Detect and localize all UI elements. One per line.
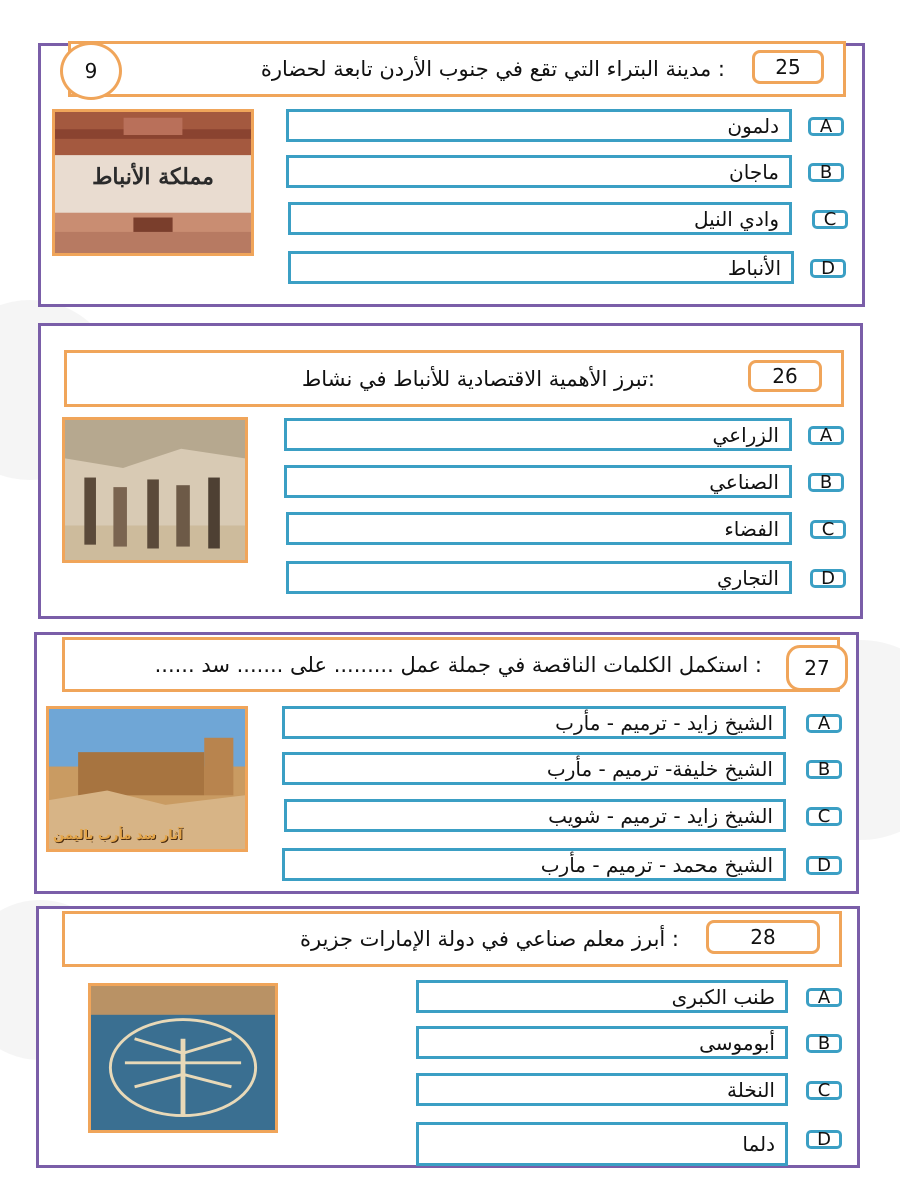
question-text-25: : مدينة البتراء التي تقع في جنوب الأردن تابعة لحضارة [260, 57, 725, 81]
question-number-28: 28 [706, 920, 820, 954]
option-letter-25-a[interactable]: A [808, 117, 844, 136]
option-26-c[interactable]: الفضاء [286, 512, 792, 545]
question-text-26: :تبرز الأهمية الاقتصادية للأنباط في نشاط [301, 366, 655, 391]
question-text-28: : أبرز معلم صناعي في دولة الإمارات جزيرة [299, 927, 679, 951]
camel-caravan-illustration [65, 420, 245, 560]
option-letter-28-a[interactable]: A [806, 988, 842, 1007]
question-number-25: 25 [752, 50, 824, 84]
option-28-c[interactable]: النخلة [416, 1073, 788, 1106]
option-27-a[interactable]: الشيخ زايد - ترميم - مأرب [282, 706, 786, 739]
option-27-d[interactable]: الشيخ محمد - ترميم - مأرب [282, 848, 786, 881]
option-27-c[interactable]: الشيخ زايد - ترميم - شويب [284, 799, 786, 832]
option-letter-27-b[interactable]: B [806, 760, 842, 779]
option-letter-28-b[interactable]: B [806, 1034, 842, 1053]
question-number-26: 26 [748, 360, 822, 392]
question-box-26 [64, 350, 844, 407]
camel-caravan-image [62, 417, 248, 563]
question-text-27: : استكمل الكلمات الناقصة في جملة عمل ......... على ....... سد ...... [154, 652, 762, 677]
question-badge: 9 [60, 42, 122, 100]
option-letter-27-d[interactable]: D [806, 856, 842, 875]
option-letter-26-d[interactable]: D [810, 569, 846, 588]
option-25-b[interactable]: ماجان [286, 155, 792, 188]
option-letter-27-c[interactable]: C [806, 807, 842, 826]
option-27-b[interactable]: الشيخ خليفة- ترميم - مأرب [282, 752, 786, 785]
option-letter-27-a[interactable]: A [806, 714, 842, 733]
book-title: مملكة الأنباط [92, 164, 214, 190]
option-28-a[interactable]: طنب الكبرى [416, 980, 788, 1013]
option-letter-25-d[interactable]: D [810, 259, 846, 278]
option-26-a[interactable]: الزراعي [284, 418, 792, 451]
option-25-c[interactable]: وادي النيل [288, 202, 792, 235]
option-letter-25-c[interactable]: C [812, 210, 848, 229]
option-letter-28-c[interactable]: C [806, 1081, 842, 1100]
option-28-b[interactable]: أبوموسى [416, 1026, 788, 1059]
question-box-25 [68, 41, 846, 97]
marib-dam-image [46, 706, 248, 852]
question-number-27: 27 [786, 645, 848, 691]
option-26-d[interactable]: التجاري [286, 561, 792, 594]
option-28-d[interactable]: دلما [416, 1122, 788, 1166]
option-letter-25-b[interactable]: B [808, 163, 844, 182]
option-25-d[interactable]: الأنباط [288, 251, 794, 284]
palm-island-image [88, 983, 278, 1133]
option-letter-28-d[interactable]: D [806, 1130, 842, 1149]
option-letter-26-b[interactable]: B [808, 473, 844, 492]
option-25-a[interactable]: دلمون [286, 109, 792, 142]
palm-island-illustration [91, 986, 275, 1130]
option-letter-26-a[interactable]: A [808, 426, 844, 445]
option-26-b[interactable]: الصناعي [284, 465, 792, 498]
option-letter-26-c[interactable]: C [810, 520, 846, 539]
question-box-27 [62, 637, 840, 692]
image-caption: آثار سد مأرب باليمن [53, 828, 183, 843]
nabataean-book-image [52, 109, 254, 256]
